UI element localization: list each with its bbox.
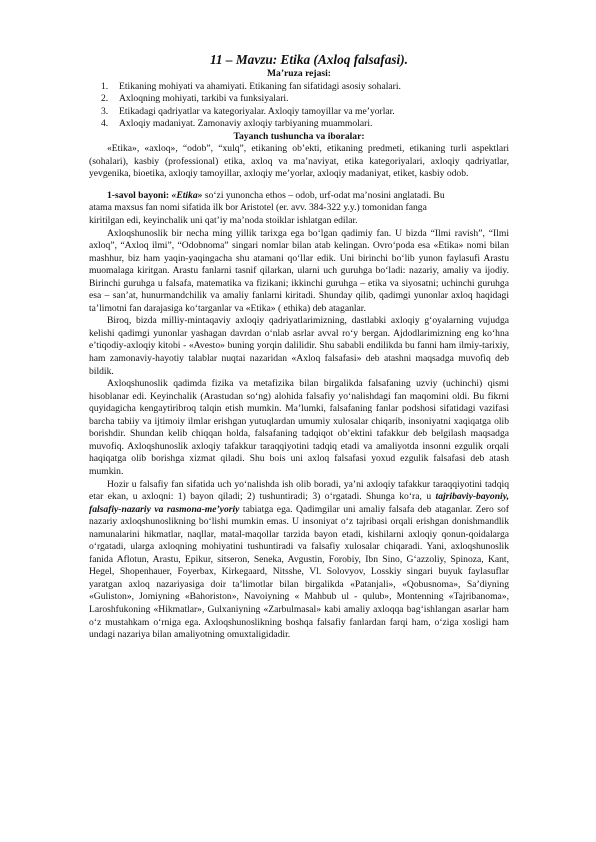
body-paragraph: Axloqshunoslik qadimda fizika va metafizika bilan birgalikda falsafaning uzviy (uchinchi) qismi hisoblanar edi. Keyinchalik (Arastudan so‘ng) alohida falsafiy yo‘nalishdagi fan maqomini oldi. Bu fikrni quyidagicha kengaytiribroq talqin etish mumkin. Ma’lumki, falsafaning fanlar podshosi sifatidagi vazifasi barcha tabiiy va ijtimoiy ilmlar erishgan yutuqlardan umumiy xulosalar chiqarib, insoniyatni xaqiqatga olib borishdir. Shundan kelib chiqqan holda, falsafaning tadqiqot ob’ektini tafakkur deb belgilash maqsadga muvofiq. Axloqshunoslik axloqiy tafakkur taraqqiyotini tadqiq etadi va amaliyotda insonni ezgulik orqali haqiqatga olib borishga xizmat qiladi. Shu bois uni axloq falsafasi yoxud ezgulik falsafasi deb atash mumkin. xyxy=(89,378,509,477)
emphasized-phrase: tajribaviy-bayoniy, falsafiy-nazariy va rasmona-me’yoriy xyxy=(89,491,509,515)
question-1-line2: atama maxsus fan nomi sifatida ilk bor Aristotel (er. avv. 384-322 y.y.) tomonidan fanga xyxy=(89,202,427,214)
question-1-intro: 1-savol bayoni: «Etika» so‘zi yunoncha ethos – odob, urf-odat ma’nosini anglatadi. Bu xyxy=(107,189,445,201)
plan-list xyxy=(89,81,509,131)
plan-item: 1. Etikaning mohiyati va ahamiyati. Etikaning fan sifatidagi asosiy sohalari. xyxy=(101,80,401,92)
body-paragraph: Biroq, bizda milliy-mintaqaviy axloqiy qadriyatlarimizning, dastlabki axloqiy g‘oyalarning vujudga kelishi qadimgi yunonlar yashagan davrdan o‘nlab asrlar avval ro‘y bergan. Ajdodlarimizning eng ko‘hna e’tiqodiy-axloqiy kitobi - «Avesto» buning yorqin dalilidir. Shu sababli endilikda bu fanni ham ilmiy-tarixiy, ham zamonaviy-hayotiy talablar nuqtai nazaridan «Axloq falsafasi» deb atashni maqsadga muvofiq deb bildik. xyxy=(89,315,509,377)
body-paragraph: Axloqshunoslik bir necha ming yillik tarixga ega bo‘lgan qadimiy fan. U bizda “Ilmi ravish”, “Ilmi axloq”, “Axloq ilmi”, “Odobnoma” singari nomlar bilan atab kelingan. Ovro‘poda esa «Etika» nomi bilan mashhur, biz ham yaqin-yaqingacha shu atamani qo‘llar edik. Uni birinchi bo‘lib yunon faylasufi Arastu muomalaga kiritgan. Arastu fanlarni tasnif qilarkan, ularni uch guruhga bo‘ladi: nazariy, amaliy va ijodiy. Birinchi guruhga u falsafa, matematika va fizikani; ikkinchi guruhga – etika va siyosatni; uchinchi guruhga esa – san’at, hunurmandchilik va amaliy fanlarni kiritadi. Shunday qilib, qadimgi yunonlar axloq haqidagi ta’limotni fan darajasiga ko‘targanlar va «Etika» ( ethika) deb ataganlar. xyxy=(89,227,509,314)
keywords-paragraph: «Etika», «axloq», “odob”, “xulq”, etikaning ob’ekti, etikaning predmeti, etikaning turli aspektlari (sohalari), kasbiy (professional) etika, axloq va ma’naviyat, etika kategoriyalari, axloqiy qadriyatlar, yevgenika, bioetika, axloqiy tamoyillar, axloqiy me’yorlar, axloqiy madaniyat, etiket, kasbiy odob. xyxy=(89,143,509,180)
document-page xyxy=(89,52,509,642)
etika-term: «Etika» xyxy=(171,189,203,201)
question-1-line3: kiritilgan edi, keyinchalik uni qat’iy ma’noda stoiklar ishlatgan edilar. xyxy=(89,215,358,227)
lecture-title: 11 – Mavzu: Etika (Axloq falsafasi). xyxy=(210,52,408,67)
question-1-label: 1-savol bayoni: xyxy=(107,189,170,201)
plan-heading: Ma’ruza rejasi: xyxy=(266,68,332,79)
plan-item: 3. Etikadagi qadriyatlar va kategoriyalar. Axloqiy tamoyillar va me’yorlar. xyxy=(101,105,395,117)
plan-item: 4. Axloqiy madaniyat. Zamonaviy axloqiy tarbiyaning muammolari. xyxy=(101,118,373,130)
body-paragraph: Hozir u falsafiy fan sifatida uch yo‘nalishda ish olib boradi, ya’ni axloqiy tafakkur taraqqiyotini tadqiq etar ekan, u axloqni: 1) bayon qiladi; 2) tushuntiradi; 3) o‘rgatadi. Shunga ko‘ra, u tajribaviy-bayoniy, falsafiy-nazariy va rasmona-me’yoriy tabiatga ega. Qadimgilar uni amaliy falsafa deb ataganlar. Zero sof nazariy axloqshunoslikning bo‘lishi mumkin emas. U insoniyat o‘z tajribasi orqali erishgan donishmandlik namunalarini hikmatlar, naqllar, matal-maqollar tarzida bayon etadi, kishilarni axloqiy qonun-qoidalarga o‘rgatadi, ularga axloqning mohiyatini tushuntiradi va falsafiy xulosalar chiqaradi. Yani, axloqshunoslik fanida Aflotun, Arastu, Epikur, sitseron, Seneka, Avgustin, Forobiy, Ibn Sino, G‘azzoliy, Spinoza, Kant, Hegel, Shopenhauer, Foyerbax, Kirkegaard, Nitsshe, Vl. Solovyov, Losskiy singari buyuk faylasuflar yaratgan axloq nazariyasiga doir ta’limotlar bilan birgalikda «Patanjali», «Qobusnoma», Sa’diyning «Guliston», Jomiyning «Bahoriston», Navoiyning « Mahbub ul - qulub», Montenning «Tajribanoma», Laroshfukoning «Hikmatlar», Gulxaniyning «Zarbulmasal» kabi amaliy axloqqa bag‘ishlangan asarlar ham o‘z mustahkam o‘rniga ega. Axloqshunoslikning boshqa falsafiy fanlardan farqi ham, o‘ziga xosligi ham undagi nazariya bilan amaliyotning omuxtaligidadir. xyxy=(89,478,510,641)
keywords-heading: Tayanch tushuncha va iboralar: xyxy=(233,130,365,142)
plan-item: 2. Axloqning mohiyati, tarkibi va funksiyalari. xyxy=(101,93,289,105)
